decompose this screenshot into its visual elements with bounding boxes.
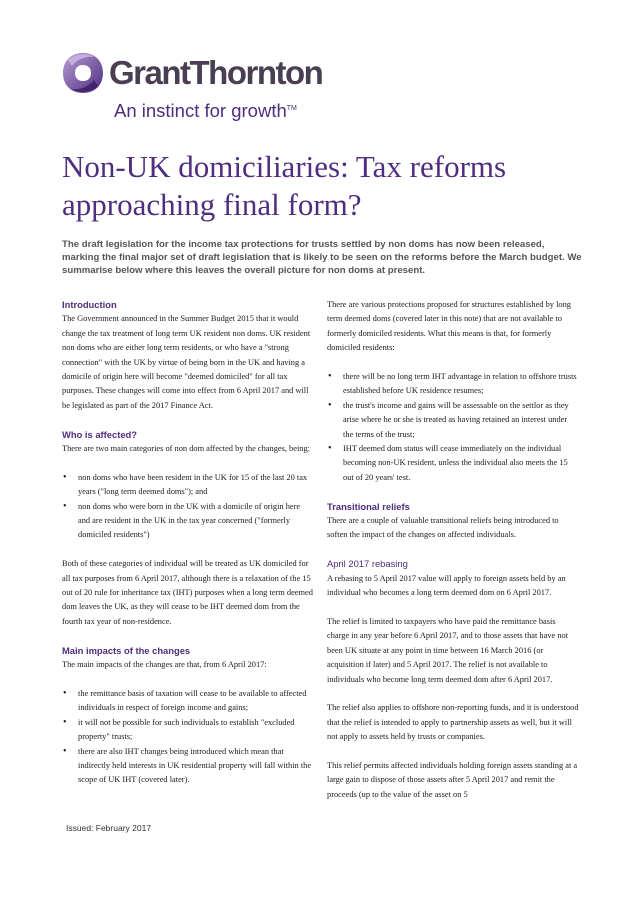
grant-thornton-logo (62, 50, 402, 125)
tagline-text: An instinct for growth (114, 100, 287, 121)
trademark: TM (286, 104, 297, 112)
list-item: • it will not be possible for such individuals to establish "excluded property" trusts; (62, 716, 314, 745)
page-title: Non-UK domiciliaries: Tax reforms approaching final form? (62, 149, 507, 222)
intro-summary: The draft legislation for the income tax protections for trusts settled by non doms has now been released, marking the final major set of draft legislation that is likely to be seen on the reforms before the March budget. We summarise below where this leaves the overall picture for non doms at present. (62, 239, 582, 276)
transitional-text: There are a couple of valuable transitional reliefs being introduced to soften the impact of the changes on affected individuals. (327, 516, 559, 540)
list-item: • the remittance basis of taxation will cease to be available to affected individuals in respect of foreign income and gains; (62, 687, 314, 716)
list-item: • non doms who have been resident in the UK for 15 of the last 20 tax years ("long term deemed doms"); and (62, 471, 314, 500)
heading-main-impacts: Main impacts of the changes (62, 644, 191, 656)
list-item: • non doms who were born in the UK with a domicile of origin here and are resident in the UK in the tax year concerned ("formerly domiciled residents") (62, 500, 314, 543)
heading-april-2017-rebasing: April 2017 rebasing (327, 558, 408, 570)
impacts-list (62, 687, 314, 788)
affected-text: Both of these categories of individual will be treated as UK domiciled for all tax purposes from 6 April 2017, although there is a relaxation of the 15 out of 20 rule for inheritance tax (IHT) purposes when a long term deemed dom leaves the UK, as they will cease to be IHT deemed dom from the fourth tax year of non-residence. (62, 559, 313, 626)
heading-who-is-affected: Who is affected? (62, 428, 138, 440)
left-column (62, 298, 314, 802)
rebasing-paragraph: The relief is limited to taxpayers who have paid the remittance basis charge in any year before 6 April 2017, and to those assets that have not been UK situate at any point in time between 16 March 2016 (or acquisition if later) and 5 April 2017. The relief is not available to individuals who become long term deemed dom after 6 April 2017. (327, 616, 569, 684)
heading-transitional-reliefs: Transitional reliefs (327, 500, 410, 512)
affected-list (62, 471, 314, 543)
logo-mark-icon (62, 52, 104, 94)
affected-lead: There are two main categories of non dom affected by the changes, being: (62, 444, 310, 454)
list-item: • IHT deemed dom status will cease immediately on the individual becoming non-UK resident, unless the individual also meets the 15 out of 20 years' test. (327, 442, 579, 485)
impacts-lead: The main impacts of the changes are that, from 6 April 2017: (62, 660, 267, 670)
introduction-text: The Government announced in the Summer Budget 2015 that it would change the tax treatment of long term UK resident non doms. UK resident non doms who are either long term residents, or who have a "strong connection" with the UK by virtue of being born in the UK and having a domicile of origin here will become "deemed domiciled" for all tax purposes. These changes will come into effect from 6 April 2017 and will be legislated as part of the 2017 Finance Act. (62, 314, 311, 410)
heading-introduction: Introduction (62, 299, 117, 310)
rebasing-paragraph: The relief also applies to offshore non-reporting funds, and it is understood that the relief is intended to apply to partnership assets as well, but it will not apply to assets held by trusts or companies. (327, 703, 579, 742)
brand-tagline (114, 100, 297, 122)
list-item: • there are also IHT changes being introduced which mean that indirectly held interests in UK residential property will fall within the scope of UK IHT (covered later). (62, 745, 314, 788)
protections-list (327, 370, 579, 485)
list-item: • the trust's income and gains will be assessable on the settlor as they arise where he or she is treated as having retained an interest under the terms of the trust; (327, 399, 579, 442)
rebasing-paragraph: A rebasing to 5 April 2017 value will apply to foreign assets held by an individual who becomes a long term deemed dom on 6 April 2017. (327, 573, 566, 598)
brand-name: GrantThornton (109, 54, 323, 91)
issued-date: Issued: February 2017 (66, 823, 152, 833)
protections-lead: There are various protections proposed for structures established by long term deemed doms (covered later in this note) that are not available to formerly domiciled residents. What this means is that, for formerly domiciled residents: (327, 300, 571, 353)
list-item: • there will be no long term IHT advantage in relation to offshore trusts established before UK residence resumes; (327, 370, 579, 399)
right-column (327, 298, 579, 802)
rebasing-paragraph: This relief permits affected individuals holding foreign assets standing at a large gain to dispose of those assets after 5 April 2017 and remit the proceeds (up to the value of the asset on 5 (327, 760, 578, 799)
